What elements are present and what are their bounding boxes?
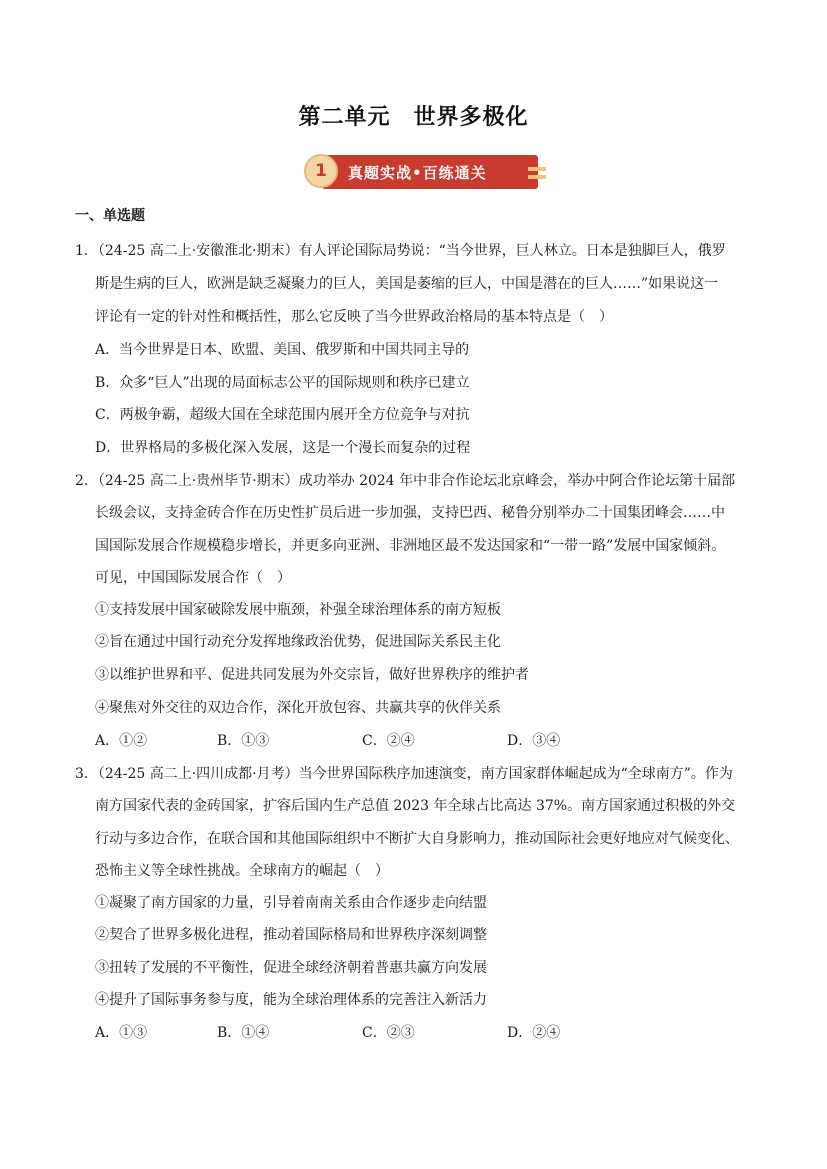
banner-deco-stripe xyxy=(528,175,546,179)
option-a: A．①② xyxy=(95,733,148,749)
question-stem-line: 恐怖主义等全球性挑战。全球南方的崛起（ ） xyxy=(95,863,389,879)
question-stem-line: 南方国家代表的金砖国家，扩容后国内生产总值 2023 年全球占比高达 37%。南方国家通过积极的外交 xyxy=(95,798,736,814)
option-b: B．①③ xyxy=(217,733,270,749)
option-b: B．众多“巨人”出现的局面标志公平的国际规则和秩序已建立 xyxy=(95,375,470,391)
statement-4: ④聚焦对外交往的双边合作，深化开放包容、共赢共享的伙伴关系 xyxy=(95,700,501,716)
question-stem-line: 可见，中国国际发展合作（ ） xyxy=(95,570,291,586)
banner-text: 真题实战•百练通关 xyxy=(348,164,487,182)
page-title: 第二单元 世界多极化 xyxy=(298,105,529,130)
option-c: C．两极争霸，超级大国在全球范围内展开全方位竞争与对抗 xyxy=(95,407,470,423)
statement-1: ①支持发展中国家破除发展中瓶颈，补强全球治理体系的南方短板 xyxy=(95,602,501,618)
section-heading: 一、单选题 xyxy=(75,208,145,224)
option-c: C．②④ xyxy=(362,733,415,749)
banner-deco-stripe xyxy=(528,167,546,171)
statement-1: ①凝聚了南方国家的力量，引导着南南关系由合作逐步走向结盟 xyxy=(95,895,487,911)
option-b: B．①④ xyxy=(217,1025,270,1041)
question-stem-line: 长级会议，支持金砖合作在历史性扩员后进一步加强，支持巴西、秘鲁分别举办二十国集团峰会……中 xyxy=(95,505,725,521)
statement-2: ②契合了世界多极化进程，推动着国际格局和世界秩序深刻调整 xyxy=(95,927,487,943)
question-stem-line: 2．（24-25 高二上·贵州毕节·期末）成功举办 2024 年中非合作论坛北京峰会，举办中阿合作论坛第十届部 xyxy=(75,473,736,489)
statement-3: ③扭转了发展的不平衡性，促进全球经济朝着普惠共赢方向发展 xyxy=(95,960,487,976)
option-d: D．②④ xyxy=(507,1025,561,1041)
statement-2: ②旨在通过中国行动充分发挥地缘政治优势，促进国际关系民主化 xyxy=(95,634,501,650)
question-stem-line: 1．（24-25 高二上·安徽淮北·期末）有人评论国际局势说：“当今世界，巨人林立。日本是独脚巨人，俄罗 xyxy=(75,243,726,259)
option-a: A．①③ xyxy=(95,1025,148,1041)
question-stem-line: 斯是生病的巨人，欧洲是缺乏凝聚力的巨人，美国是萎缩的巨人，中国是潜在的巨人……”如果说这一 xyxy=(95,276,719,292)
banner-number-badge: 1 xyxy=(304,154,338,188)
option-d: D．世界格局的多极化深入发展，这是一个漫长而复杂的过程 xyxy=(95,440,471,456)
question-stem-line: 行动与多边合作，在联合国和其他国际组织中不断扩大自身影响力，推动国际社会更好地应对气候变化、 xyxy=(95,831,739,847)
option-a: A．当今世界是日本、欧盟、美国、俄罗斯和中国共同主导的 xyxy=(95,342,470,358)
question-stem-line: 评论有一定的针对性和概括性，那么它反映了当今世界政治格局的基本特点是（ ） xyxy=(95,309,613,325)
question-stem-line: 国国际发展合作规模稳步增长，并更多向亚洲、非洲地区最不发达国家和“一带一路”发展中国家倾斜。 xyxy=(95,538,726,554)
section-banner xyxy=(304,153,544,191)
statement-4: ④提升了国际事务参与度，能为全球治理体系的完善注入新活力 xyxy=(95,992,487,1008)
option-c: C．②③ xyxy=(362,1025,415,1041)
statement-3: ③以维护世界和平、促进共同发展为外交宗旨，做好世界秩序的维护者 xyxy=(95,667,529,683)
question-stem-line: 3．（24-25 高二上·四川成都·月考）当今世界国际秩序加速演变，南方国家群体崛起成为“全球南方”。作为 xyxy=(75,766,733,782)
option-d: D．③④ xyxy=(507,733,561,749)
